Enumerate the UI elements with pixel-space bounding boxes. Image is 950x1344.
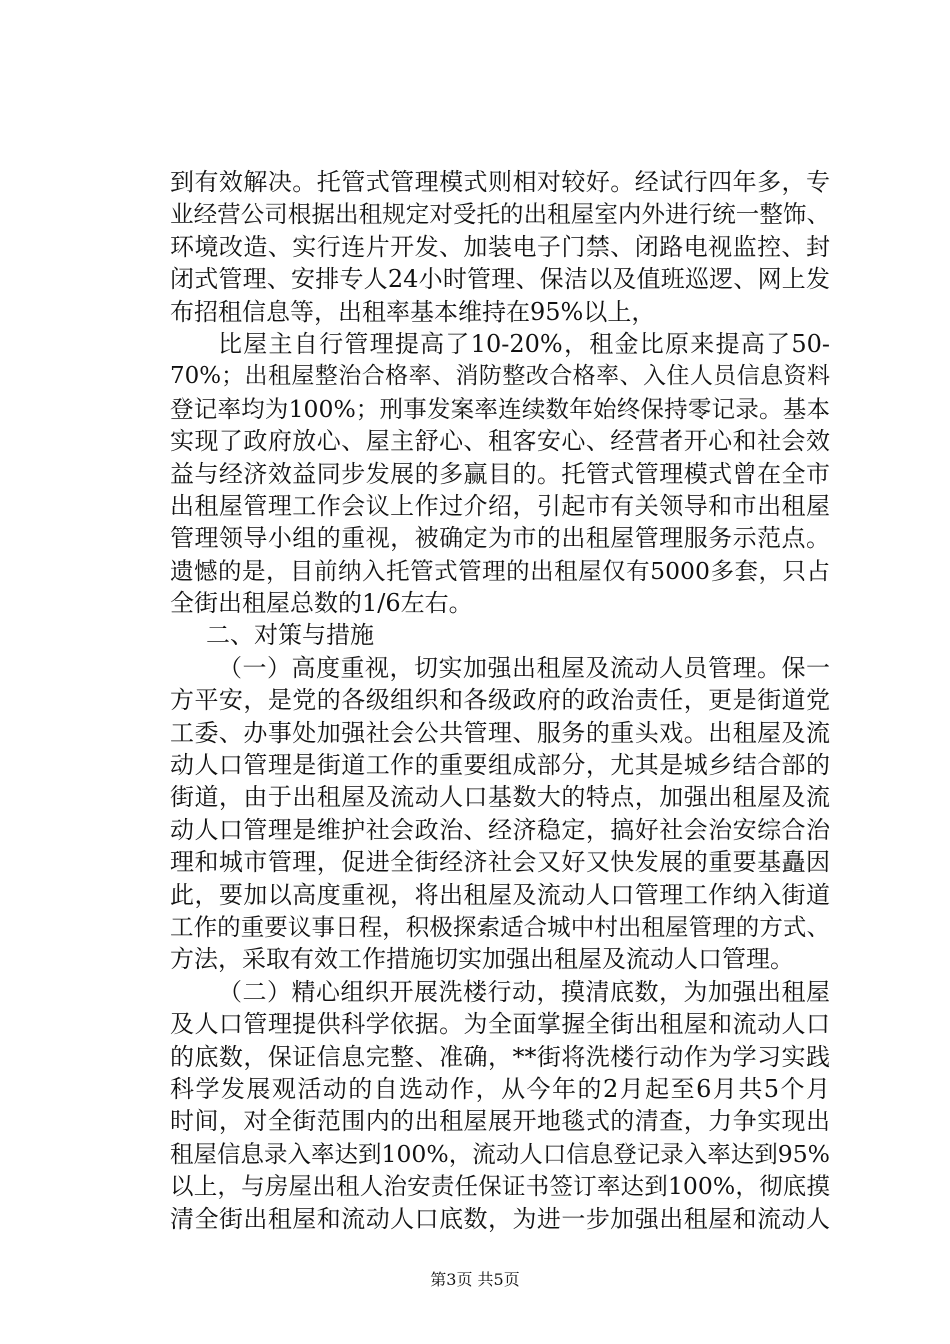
text-line: 及人口管理提供科学依据。为全面掌握全街出租屋和流动人口 — [170, 1010, 830, 1039]
text-line: （二）精心组织开展洗楼行动，摸清底数，为加强出租屋 — [218, 977, 830, 1006]
text-line: 工作的重要议事日程，积极探索适合城中村出租屋管理的方式、 — [170, 912, 830, 941]
document-body — [170, 166, 830, 1235]
text-line: 到有效解决。托管式管理模式则相对较好。经试行四年多，专 — [170, 168, 830, 196]
text-line: 时间，对全街范围内的出租屋展开地毯式的清查，力争实现出 — [170, 1107, 830, 1136]
text-line: 遗憾的是，目前纳入托管式管理的出租屋仅有5000多套，只占 — [170, 556, 830, 585]
text-line: 方平安，是党的各级组织和各级政府的政治责任，更是街道党 — [170, 686, 830, 715]
text-line: 登记率均为100%；刑事发案率连续数年始终保持零记录。基本 — [170, 394, 830, 423]
text-line: 益与经济效益同步发展的多赢目的。托管式管理模式曾在全市 — [170, 459, 830, 488]
text-line: 此，要加以高度重视，将出租屋及流动人口管理工作纳入街道 — [170, 880, 830, 909]
text-line: 清全街出租屋和流动人口底数，为进一步加强出租屋和流动人 — [170, 1204, 830, 1233]
text-line: 动人口管理是街道工作的重要组成部分，尤其是城乡结合部的 — [170, 751, 830, 780]
text-line: 街道，由于出租屋及流动人口基数大的特点，加强出租屋及流 — [170, 783, 830, 812]
text-line: 70%；出租屋整治合格率、消防整改合格率、入住人员信息资料 — [170, 363, 830, 390]
text-line: 理和城市管理，促进全街经济社会又好又快发展的重要基矗因 — [170, 848, 830, 877]
text-line: 出租屋管理工作会议上作过介绍，引起市有关领导和市出租屋 — [170, 491, 830, 520]
text-line: 方法，采取有效工作措施切实加强出租屋及流动人口管理。 — [170, 945, 794, 974]
text-line: 比屋主自行管理提高了10-20%，租金比原来提高了50- — [218, 329, 830, 358]
text-line: 工委、办事处加强社会公共管理、服务的重头戏。出租屋及流 — [170, 718, 830, 747]
text-line: 租屋信息录入率达到100%，流动人口信息登记录入率达到95% — [170, 1139, 830, 1168]
text-line: （一）高度重视，切实加强出租屋及流动人员管理。保一 — [218, 653, 830, 682]
text-line: 环境改造、实行连片开发、加装电子门禁、闭路电视监控、封 — [170, 232, 830, 261]
text-line: 动人口管理是维护社会政治、经济稳定，搞好社会治安综合治 — [170, 815, 830, 844]
text-line: 科学发展观活动的自选动作，从今年的2月起至6月共5个月 — [170, 1074, 830, 1103]
text-line: 业经营公司根据出租规定对受托的出租屋室内外进行统一整饰、 — [170, 200, 830, 229]
text-line: 闭式管理、安排专人24小时管理、保洁以及值班巡逻、网上发 — [170, 265, 830, 294]
text-line: 布招租信息等，出租率基本维持在95%以上， — [170, 297, 656, 326]
text-line: 管理领导小组的重视，被确定为市的出租屋管理服务示范点。 — [170, 524, 830, 553]
text-line: 以上，与房屋出租人治安责任保证书签订率达到100%，彻底摸 — [170, 1172, 830, 1201]
text-line: 的底数，保证信息完整、准确，**街将洗楼行动作为学习实践 — [170, 1042, 830, 1071]
page-footer: 第3页 共5页 — [430, 1270, 520, 1289]
text-line: 全街出租屋总数的1/6左右。 — [170, 589, 473, 618]
text-line: 实现了政府放心、屋主舒心、租客安心、经营者开心和社会效 — [170, 427, 830, 456]
text-line: 二、对策与措施 — [206, 621, 374, 650]
